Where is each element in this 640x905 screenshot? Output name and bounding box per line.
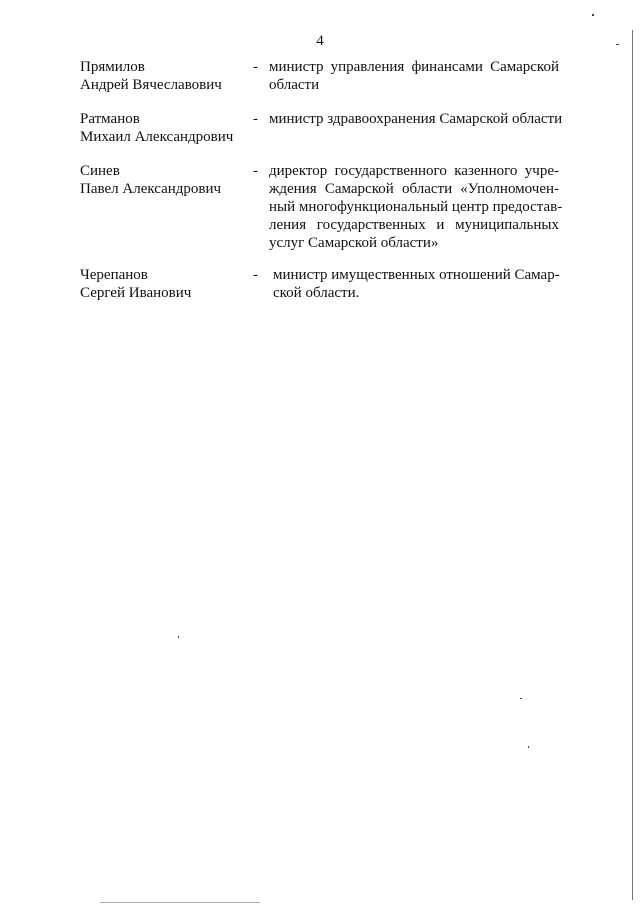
surname: Синев <box>80 163 120 179</box>
separator-dash: - <box>253 111 258 127</box>
scan-speck <box>528 746 529 748</box>
position-title <box>269 110 563 128</box>
surname: Прямилов <box>80 59 145 75</box>
given-names: Павел Александрович <box>80 181 222 197</box>
position-line: ления государственных и муниципальных <box>269 217 559 233</box>
position-line: министр здравоохранения Самарской области <box>269 111 563 127</box>
position-line: ный многофункциональный центр предостав- <box>269 199 563 215</box>
given-names: Михаил Александрович <box>80 129 234 145</box>
person-name <box>80 162 250 198</box>
person-name <box>80 58 250 94</box>
position-line: министр управления финансами Самарской <box>269 59 559 75</box>
page-number: 4 <box>316 33 324 49</box>
scan-speck <box>520 698 522 699</box>
separator-dash: - <box>253 267 258 283</box>
given-names: Сергей Иванович <box>80 285 192 301</box>
scan-speck <box>178 636 179 638</box>
person-name <box>80 266 250 302</box>
position-line: области <box>269 77 320 93</box>
position-line: министр имущественных отношений Самар- <box>273 267 560 283</box>
surname: Черепанов <box>80 267 148 283</box>
position-line: ждения Самарской области «Уполномочен- <box>269 181 559 197</box>
scan-edge-line <box>100 902 260 903</box>
position-line: директор государственного казенного учре- <box>269 163 559 179</box>
position-title <box>269 162 563 252</box>
separator-dash: - <box>253 163 258 179</box>
position-line: услуг Самарской области» <box>269 235 439 251</box>
surname: Ратманов <box>80 111 140 127</box>
separator-dash: - <box>253 59 258 75</box>
scan-speck <box>616 44 619 45</box>
position-title <box>273 266 559 302</box>
position-title <box>269 58 559 94</box>
given-names: Андрей Вячеславович <box>80 77 222 93</box>
person-name <box>80 110 250 146</box>
scan-edge-line <box>632 30 633 900</box>
scan-speck <box>592 14 594 16</box>
position-line: ской области. <box>273 285 360 301</box>
